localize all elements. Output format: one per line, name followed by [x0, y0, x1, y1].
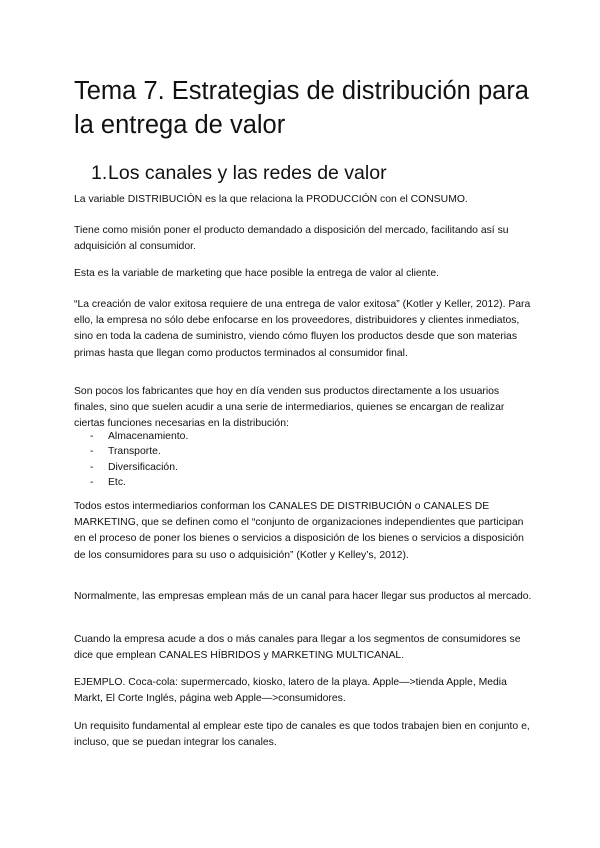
list-dash: - — [90, 461, 94, 473]
list-item — [74, 444, 188, 459]
list-item-text: Etc. — [108, 476, 126, 488]
paragraph-example: EJEMPLO. Coca-cola: supermercado, kiosko, latero de la playa. Apple—>tienda Apple, Media Markt, El Corte Inglés, página web Apple—>consumidores. — [74, 677, 507, 705]
list-dash: - — [90, 476, 94, 488]
paragraph-multiple-channels: Normalmente, las empresas emplean más de un canal para hacer llegar sus productos al mercado. — [74, 591, 532, 602]
list-item — [74, 429, 188, 444]
paragraph-kotler-quote: “La creación de valor exitosa requiere de una entrega de valor exitosa” (Kotler y Keller, 2012). Para ello, la empresa no sólo debe enfocarse en los proveedores, distribuidores y clientes inmediatos, sino en toda la cadena de suministro, viendo cómo fluyen los productos desde que son materias primas hasta que llegan como productos terminados al consumidor final. — [74, 299, 531, 359]
section-number: 1. — [91, 162, 108, 184]
list-dash: - — [90, 431, 94, 442]
list-dash: - — [90, 446, 94, 458]
paragraph-mission: Tiene como misión poner el producto demandado a disposición del mercado, facilitando así su adquisición al consumidor. — [74, 225, 509, 253]
list-item-text: Transporte. — [108, 446, 161, 458]
section-heading-text: Los canales y las redes de valor — [108, 162, 387, 184]
paragraph-requirement: Un requisito fundamental al emplear este tipo de canales es que todos trabajen bien en conjunto e, incluso, que se puedan integrar los canales. — [74, 721, 530, 749]
functions-list — [74, 429, 188, 490]
document-title: Tema 7. Estrategias de distribución para la entrega de valor — [74, 77, 529, 139]
list-item — [74, 460, 188, 475]
paragraph-distribution-channels: Todos estos intermediarios conforman los CANALES DE DISTRIBUCIÓN o CANALES DE MARKETING, que se definen como el “conjunto de organizaciones independientes que participan en el proceso de poner los bienes o servicios a disposición de los bienes o servicios a disposición de los consumidores para su uso o adquisición” (Kotler y Kelley’s, 2012). — [74, 501, 524, 561]
paragraph-intermediaries: Son pocos los fabricantes que hoy en día venden sus productos directamente a los usuarios finales, sino que suelen acudir a una serie de intermediarios, quienes se encargan de realizar ciertas funciones necesarias en la distribución: — [74, 386, 505, 430]
list-item-text: Diversificación. — [108, 461, 178, 473]
section-heading — [91, 160, 387, 186]
list-item — [74, 475, 188, 490]
paragraph-hybrid-channels: Cuando la empresa acude a dos o más canales para llegar a los segmentos de consumidores se dice que emplean CANALES HÍBRIDOS y MARKETING MULTICANAL. — [74, 634, 521, 662]
paragraph-value-delivery: Esta es la variable de marketing que hace posible la entrega de valor al cliente. — [74, 268, 440, 279]
list-item-text: Almacenamiento. — [108, 431, 189, 442]
paragraph-distribution-variable: La variable DISTRIBUCIÓN es la que relaciona la PRODUCCIÓN con el CONSUMO. — [74, 194, 468, 205]
